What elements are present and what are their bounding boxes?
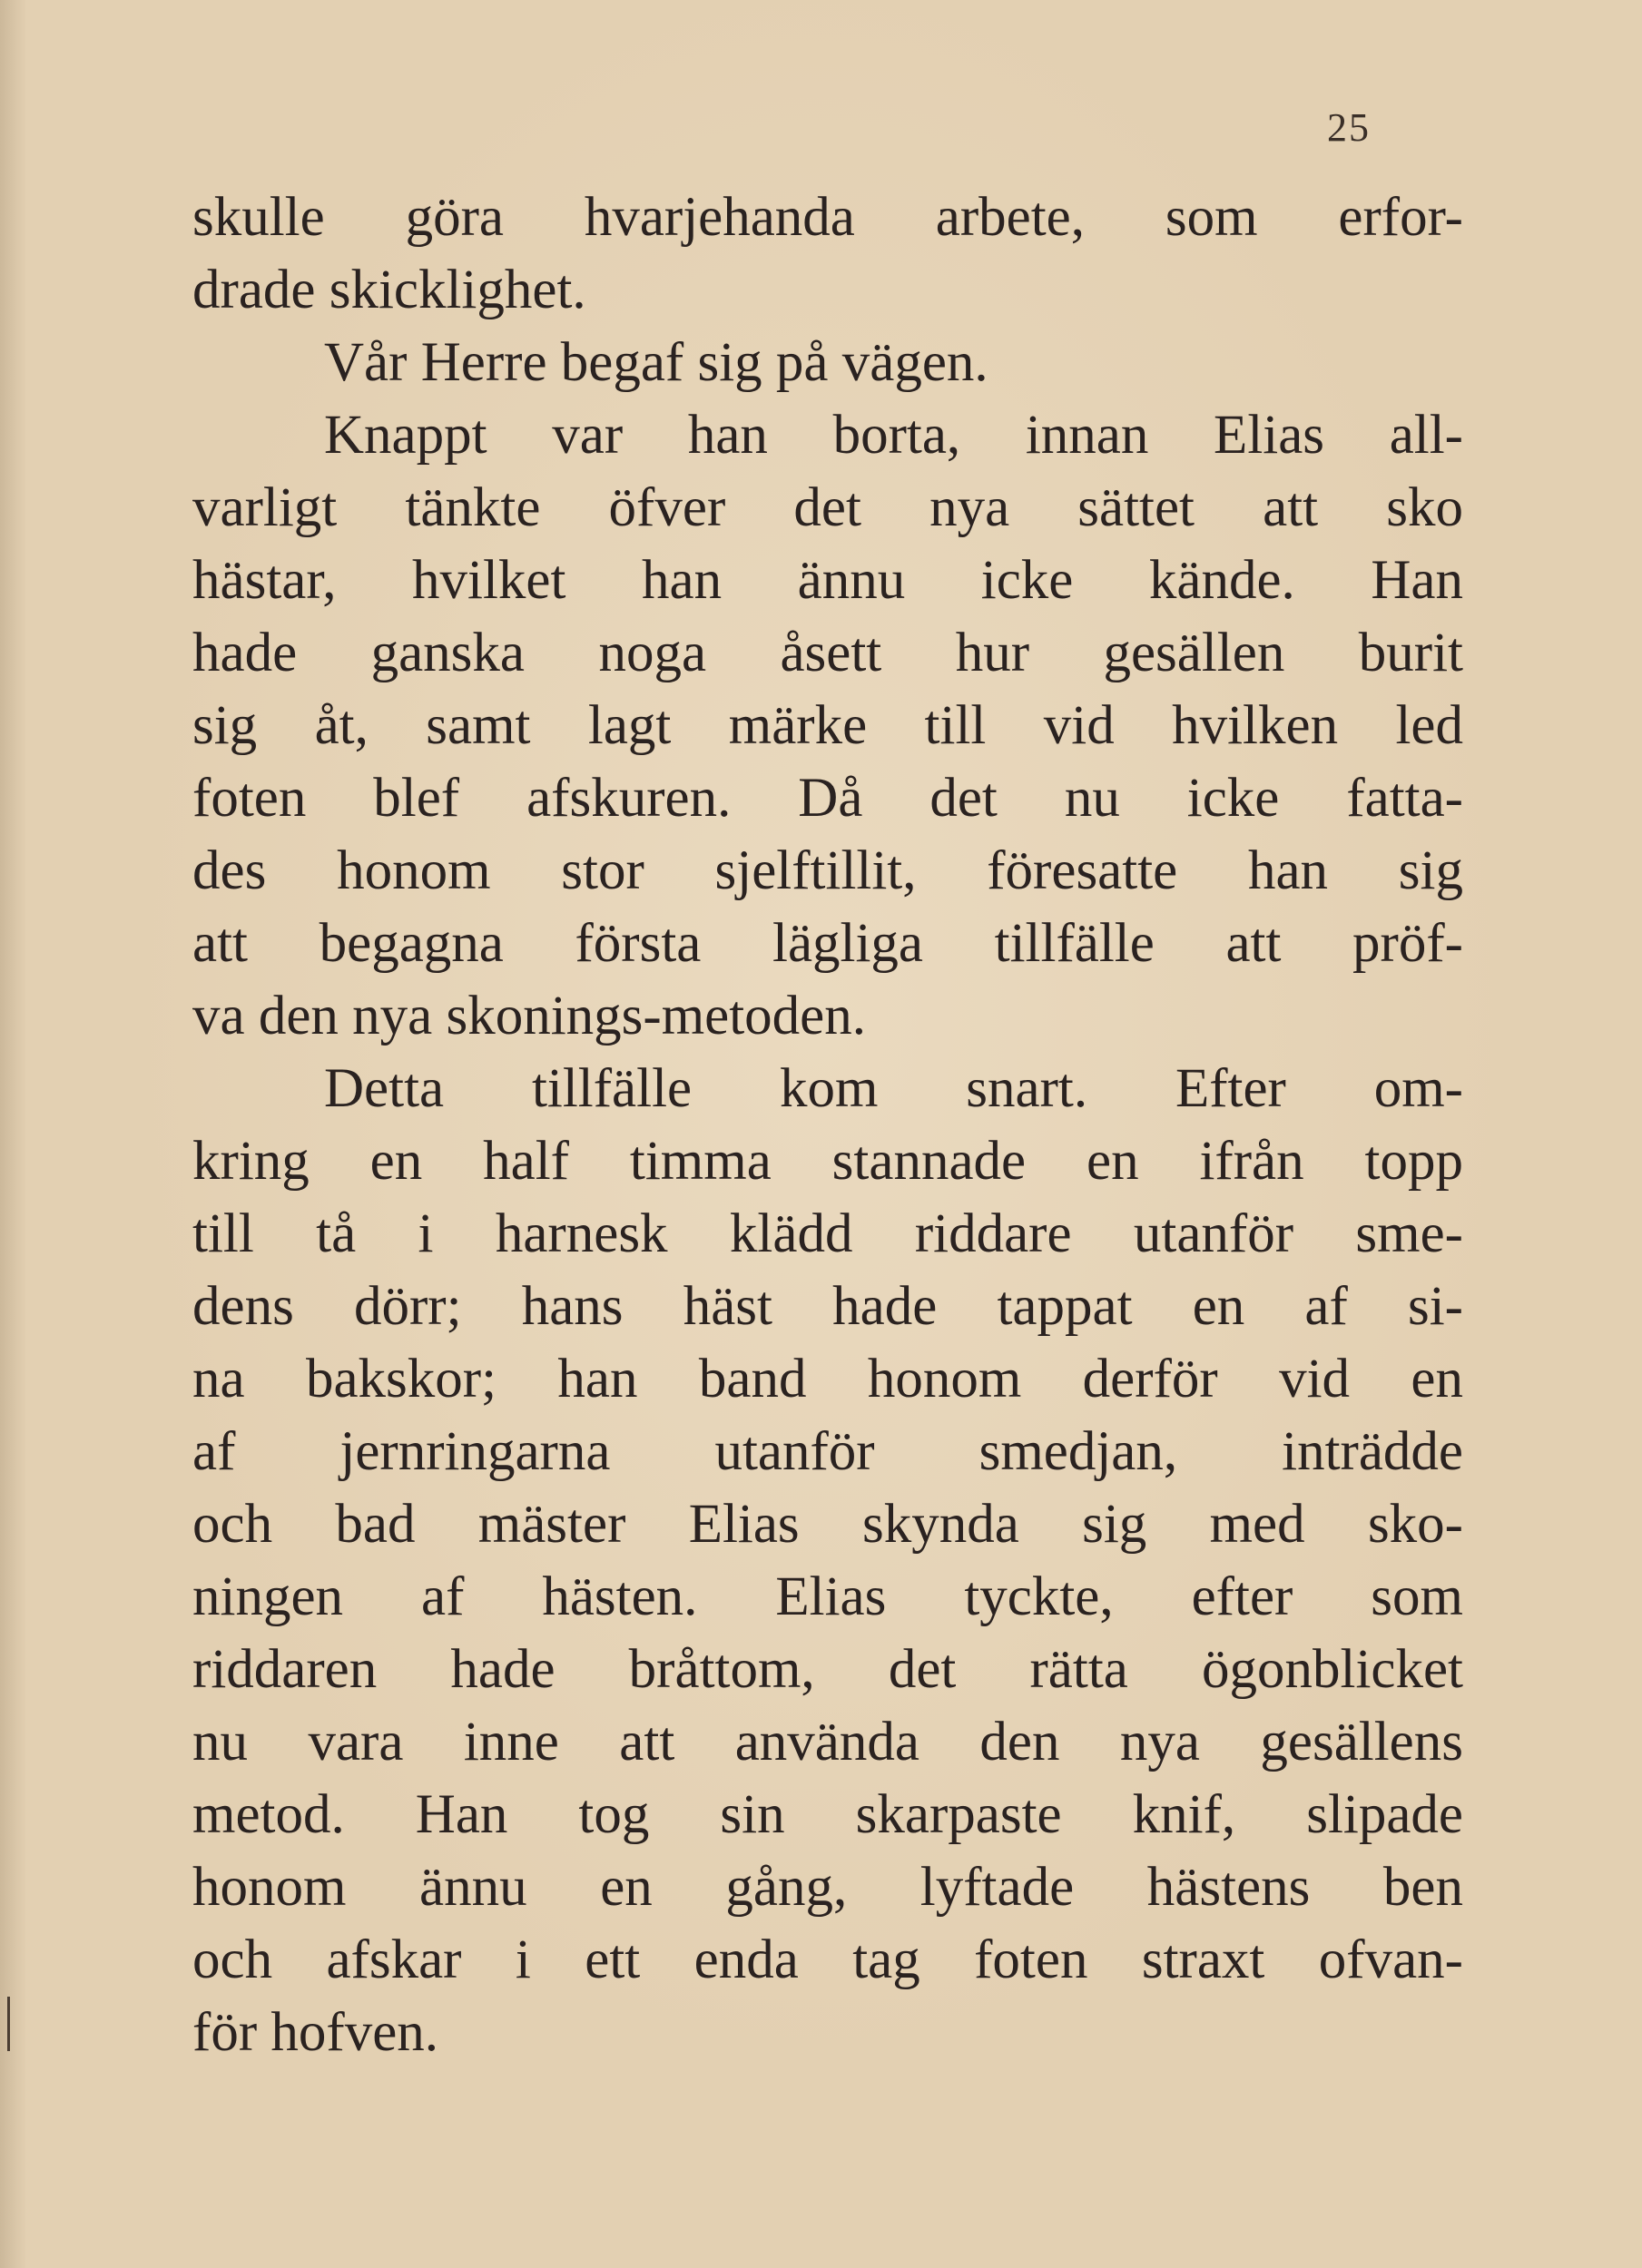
text-line: des honom stor sjelftillit, föresatte han sig bbox=[192, 840, 1463, 901]
page-edge-mark bbox=[7, 1997, 10, 2051]
text-line: Detta tillfälle kom snart. Efter om- bbox=[324, 1058, 1463, 1119]
text-line: skulle göra hvarjehanda arbete, som erfor- bbox=[192, 187, 1463, 248]
text-line: Knappt var han borta, innan Elias all- bbox=[324, 405, 1463, 466]
text-line: sig åt, samt lagt märke till vid hvilken led bbox=[192, 695, 1463, 756]
text-line: att begagna första lägliga tillfälle att pröf- bbox=[192, 913, 1463, 974]
text-line: honom ännu en gång, lyftade hästens ben bbox=[192, 1857, 1463, 1918]
text-line: varligt tänkte öfver det nya sättet att sko bbox=[192, 477, 1463, 538]
text-line: metod. Han tog sin skarpaste knif, slipade bbox=[192, 1784, 1463, 1845]
text-line: till tå i harnesk klädd riddare utanför sme- bbox=[192, 1203, 1463, 1264]
text-line: foten blef afskuren. Då det nu icke fatta- bbox=[192, 768, 1463, 829]
text-line: va den nya skonings-metoden. bbox=[192, 986, 867, 1046]
text-line: af jernringarna utanför smedjan, inträdde bbox=[192, 1421, 1463, 1482]
text-line: na bakskor; han band honom derför vid en bbox=[192, 1349, 1463, 1409]
text-line: dens dörr; hans häst hade tappat en af si- bbox=[192, 1276, 1463, 1337]
text-line: Vår Herre begaf sig på vägen. bbox=[324, 332, 988, 393]
text-line: ningen af hästen. Elias tyckte, efter som bbox=[192, 1566, 1463, 1627]
page-number: 25 bbox=[1327, 105, 1371, 150]
text-line: nu vara inne att använda den nya gesällens bbox=[192, 1712, 1463, 1772]
text-line: och bad mäster Elias skynda sig med sko- bbox=[192, 1494, 1463, 1555]
text-line: drade skicklighet. bbox=[192, 260, 586, 320]
text-line: hade ganska noga åsett hur gesällen burit bbox=[192, 623, 1463, 683]
text-line: riddaren hade bråttom, det rätta ögonblicket bbox=[192, 1639, 1463, 1700]
text-line: och afskar i ett enda tag foten straxt ofvan- bbox=[192, 1929, 1463, 1990]
text-line: hästar, hvilket han ännu icke kände. Han bbox=[192, 550, 1463, 611]
body-text bbox=[192, 182, 1463, 2069]
text-line: kring en half timma stannade en ifrån topp bbox=[192, 1131, 1463, 1192]
text-line: för hofven. bbox=[192, 2002, 439, 2063]
